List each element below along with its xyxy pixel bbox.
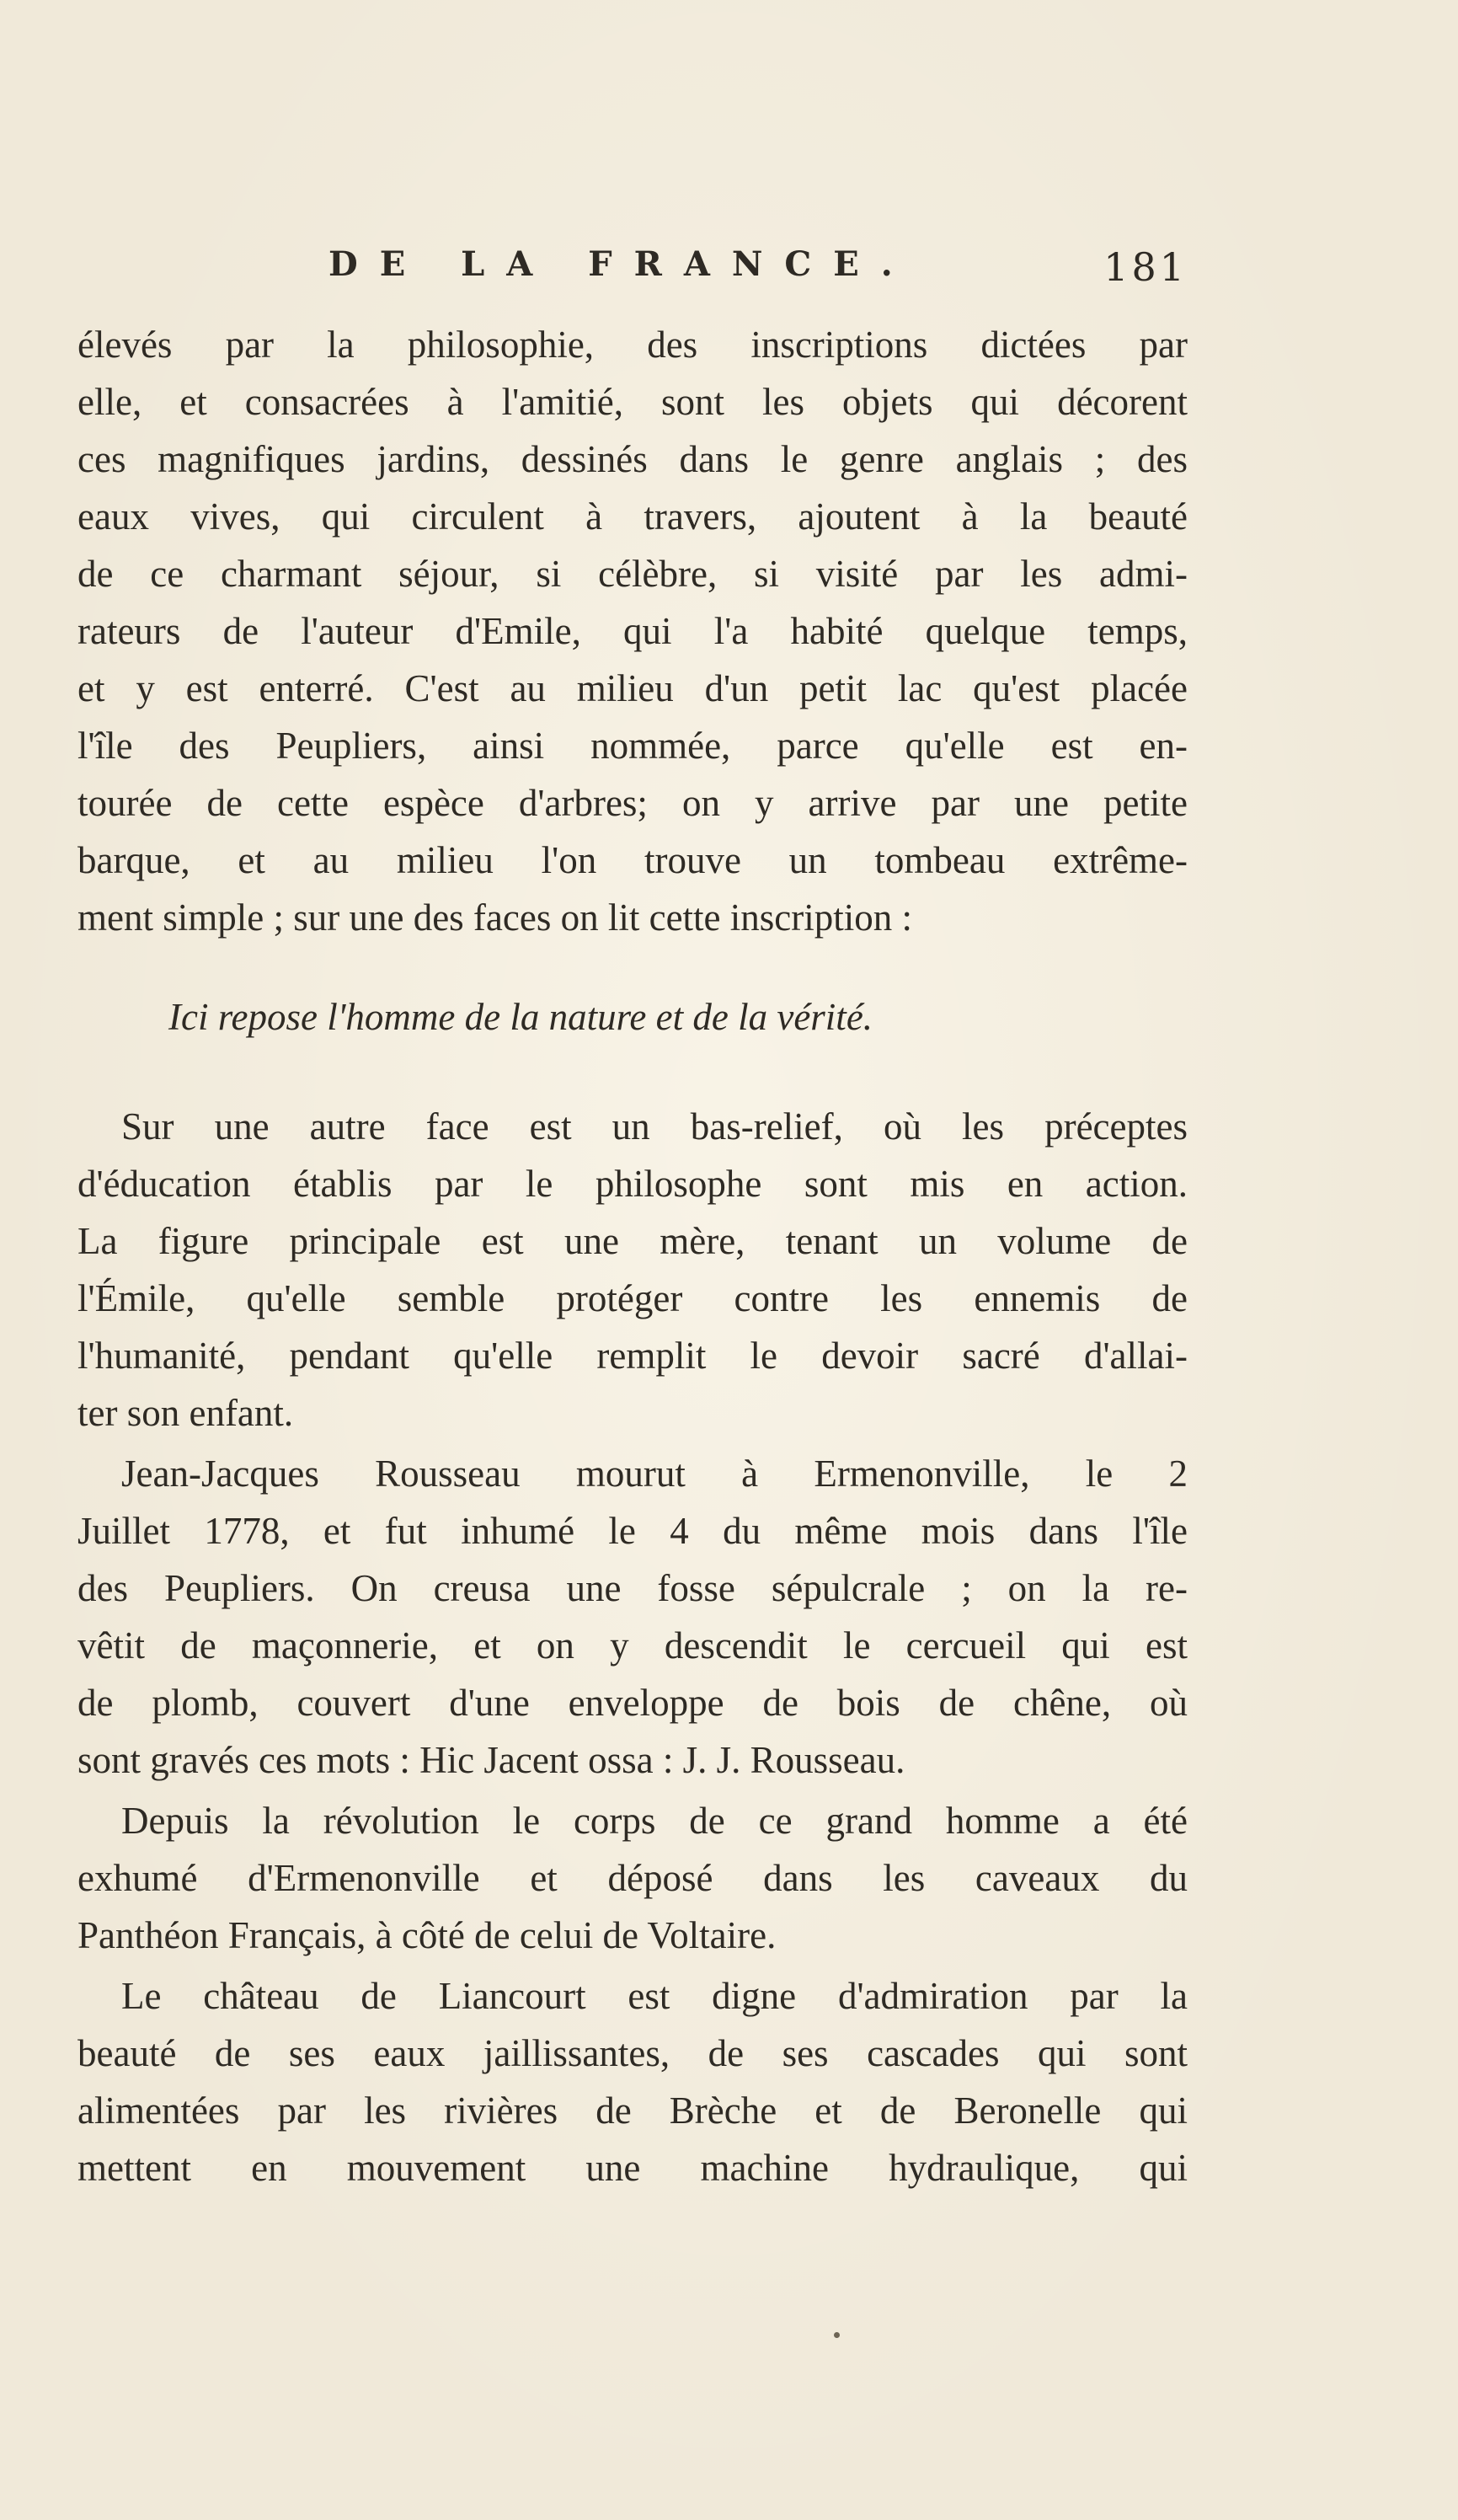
- text-line: ment simple ; sur une des faces on lit cette inscription :: [77, 896, 913, 939]
- text-line: elle, et consacrées à l'amitié, sont les objets qui décorent: [77, 381, 1188, 423]
- running-title: DE LA FRANCE.: [328, 244, 915, 284]
- paragraph-3: [77, 1445, 1188, 1789]
- text-line: ter son enfant.: [77, 1392, 294, 1434]
- text-line: l'Émile, qu'elle semble protéger contre les ennemis de: [77, 1277, 1188, 1319]
- page-number: 181: [1103, 244, 1188, 290]
- text-line: mettent en mouvement une machine hydraulique, qui: [77, 2147, 1188, 2189]
- text-line: de plomb, couvert d'une enveloppe de bois de chêne, où: [77, 1682, 1188, 1724]
- paragraph-4: [77, 1792, 1188, 1964]
- body-text: [77, 316, 1188, 2196]
- text-line: Juillet 1778, et fut inhumé le 4 du même mois dans l'île: [77, 1510, 1188, 1552]
- text-line: ces magnifiques jardins, dessinés dans le genre anglais ; des: [77, 438, 1188, 480]
- text-line: Jean-Jacques Rousseau mourut à Ermenonville, le 2: [121, 1453, 1188, 1495]
- paragraph-1: [77, 316, 1188, 946]
- text-line: l'île des Peupliers, ainsi nommée, parce qu'elle est en-: [77, 725, 1188, 767]
- paragraph-5: [77, 1967, 1188, 2196]
- paragraph-2: [77, 1098, 1188, 1442]
- text-line: exhumé d'Ermenonville et déposé dans les caveaux du: [77, 1857, 1188, 1899]
- text-line: Panthéon Français, à côté de celui de Voltaire.: [77, 1914, 777, 1956]
- text-line: des Peupliers. On creusa une fosse sépulcrale ; on la re-: [77, 1567, 1188, 1609]
- text-line: rateurs de l'auteur d'Emile, qui l'a habité quelque temps,: [77, 610, 1188, 652]
- text-line: sont gravés ces mots : Hic Jacent ossa : J. J. Rousseau.: [77, 1739, 905, 1781]
- text-line: La figure principale est une mère, tenant un volume de: [77, 1220, 1188, 1262]
- text-line: de ce charmant séjour, si célèbre, si visité par les admi-: [77, 553, 1188, 595]
- text-line: barque, et au milieu l'on trouve un tombeau extrême-: [77, 839, 1188, 881]
- text-line: tourée de cette espèce d'arbres; on y arrive par une petite: [77, 782, 1188, 824]
- text-line: Depuis la révolution le corps de ce grand homme a été: [121, 1800, 1188, 1842]
- running-head: [76, 244, 1188, 303]
- text-line: et y est enterré. C'est au milieu d'un petit lac qu'est placée: [77, 667, 1188, 709]
- text-line: Sur une autre face est un bas-relief, où les préceptes: [121, 1105, 1188, 1148]
- text-line: élevés par la philosophie, des inscriptions dictées par: [77, 324, 1188, 366]
- text-line: beauté de ses eaux jaillissantes, de ses cascades qui sont: [77, 2032, 1188, 2074]
- text-line: l'humanité, pendant qu'elle remplit le devoir sacré d'allai-: [77, 1335, 1188, 1377]
- text-line: Le château de Liancourt est digne d'admiration par la: [121, 1975, 1188, 2017]
- tomb-inscription: Ici repose l'homme de la nature et de la vérité.: [168, 996, 873, 1038]
- text-line: alimentées par les rivières de Brèche et de Beronelle qui: [77, 2089, 1188, 2132]
- text-line: vêtit de maçonnerie, et on y descendit le cercueil qui est: [77, 1624, 1188, 1667]
- text-line: d'éducation établis par le philosophe sont mis en action.: [77, 1163, 1188, 1205]
- ink-speck: [834, 2332, 840, 2338]
- text-line: eaux vives, qui circulent à travers, ajoutent à la beauté: [77, 495, 1188, 538]
